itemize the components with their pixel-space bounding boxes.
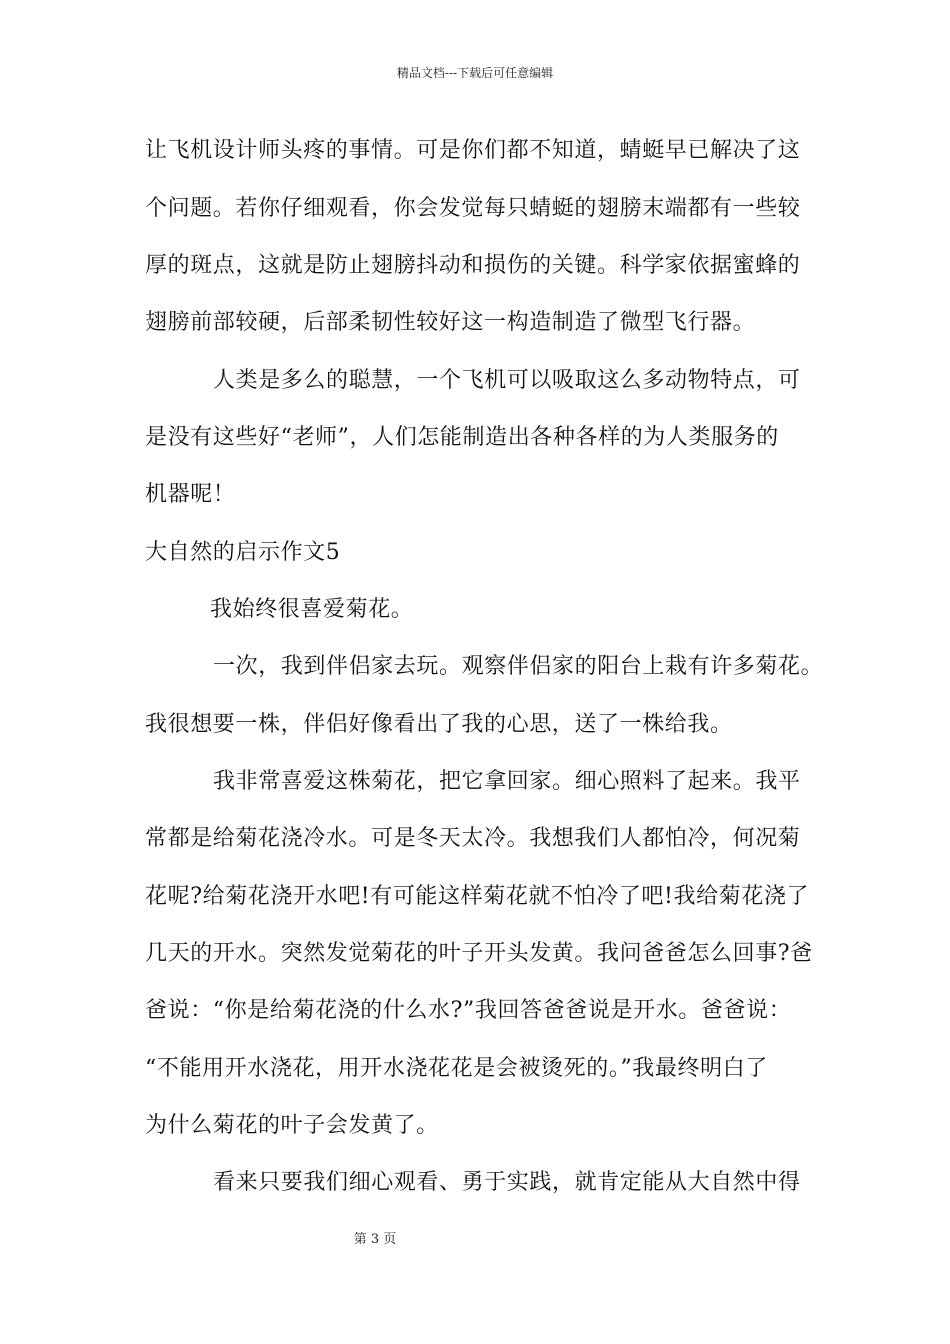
body-line: 机器呢！	[145, 482, 236, 507]
section-title: 大自然的启示作文5	[145, 540, 341, 565]
body-line: 我很想要一株，伴侣好像看出了我的心思，送了一株给我。	[145, 712, 733, 737]
body-line: 翅膀前部较硬，后部柔韧性较好这一构造制造了微型飞行器。	[145, 310, 756, 335]
body-line: 爸说：“你是给菊花浇的什么水?”我回答爸爸说是开水。爸爸说：	[145, 998, 792, 1023]
body-line: 一次，我到伴侣家去玩。观察伴侣家的阳台上栽有许多菊花。	[213, 654, 824, 679]
body-line: 让飞机设计师头疼的事情。可是你们都不知道，蜻蜓早已解决了这	[145, 138, 801, 163]
page-number: 第 3 页	[353, 1232, 397, 1247]
body-line: “不能用开水浇花，用开水浇花花是会被烫死的。”我最终明白了	[145, 1056, 768, 1081]
body-line: 是没有这些好“老师”，人们怎能制造出各种各样的为人类服务的	[145, 425, 779, 450]
body-line: 人类是多么的聪慧，一个飞机可以吸取这么多动物特点，可	[213, 368, 801, 393]
body-line: 个问题。若你仔细观看，你会发觉每只蜻蜓的翅膀末端都有一些较	[145, 196, 801, 221]
body-line: 几天的开水。突然发觉菊花的叶子开头发黄。我问爸爸怎么回事?爸	[145, 941, 813, 966]
body-line: 厚的斑点，这就是防止翅膀抖动和损伤的关键。科学家依据蜜蜂的	[145, 253, 801, 278]
body-line: 看来只要我们细心观看、勇于实践，就肯定能从大自然中得	[213, 1170, 801, 1195]
page-header: 精品文档---下载后可任意编辑	[396, 66, 554, 80]
body-line: 为什么菊花的叶子会发黄了。	[145, 1113, 439, 1138]
body-line: 常都是给菊花浇冷水。可是冬天太冷。我想我们人都怕冷，何况菊	[145, 826, 801, 851]
body-line: 花呢?给菊花浇开水吧!有可能这样菊花就不怕冷了吧!我给菊花浇了	[145, 884, 810, 909]
body-line: 我始终很喜爱菊花。	[210, 597, 414, 622]
body-line: 我非常喜爱这株菊花，把它拿回家。细心照料了起来。我平	[213, 769, 801, 794]
